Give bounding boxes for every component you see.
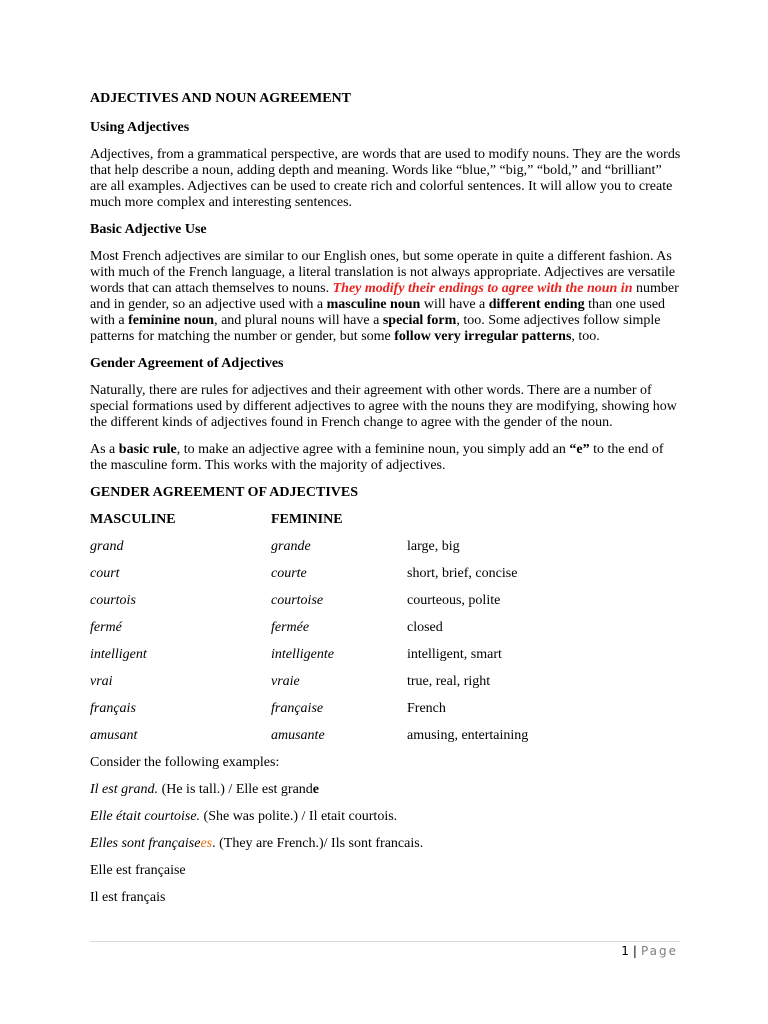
bold-masculine-noun: masculine noun [326,297,421,312]
page-label: Page [640,944,678,958]
page-number: 1 [621,944,629,958]
text-run: As a [90,442,119,457]
meaning-cell: large, big [407,539,460,554]
bold-basic-rule: basic rule [118,442,177,457]
paragraph-using-adjectives: Adjectives, from a grammatical perspective, are words that are used to modify nouns. They are the words that help describe a noun, adding depth and meaning. Words like “blue,” “big,” “bold,” and “brilliant” are all examples. Adjectives can be used to create rich and colorful sentences. It will allow you to create much more complex and interesting sentences. [90,147,681,210]
table-header-row [90,512,682,539]
bold-feminine-noun: feminine noun [128,313,215,328]
heading-gender-agreement: Gender Agreement of Adjectives [90,356,284,371]
text-run: Most French adjectives are similar to our English ones, but some operate in quite a different fashion. As with much of the French language, a literal translation is not always appropriate. Adjectives are versatile words that can attach themselves to nouns. [90,249,676,296]
bold-letter-e: “e” [569,442,590,457]
table-row [90,647,682,674]
feminine-cell: française [271,701,324,716]
example-italic: Il est grand. [90,782,159,797]
masculine-cell: intelligent [90,647,147,662]
bold-different-ending: different ending [488,297,585,312]
example-1 [90,782,682,798]
example-2 [90,809,682,825]
adjective-table [90,512,682,755]
footer-separator: | [632,944,637,958]
text-run: , too. [571,329,600,344]
paragraph-basic-rule [90,442,682,474]
meaning-cell: true, real, right [407,674,491,689]
table-row [90,674,682,701]
table-row [90,566,682,593]
table-heading: GENDER AGREEMENT OF ADJECTIVES [90,485,358,500]
example-3 [90,836,682,852]
table-row [90,593,682,620]
heading-using-adjectives: Using Adjectives [90,120,190,135]
masculine-cell: court [90,566,120,581]
text-run: (She was polite.) / Il etait courtois. [200,809,398,824]
meaning-cell: short, brief, concise [407,566,518,581]
feminine-cell: courte [271,566,307,581]
feminine-cell: vraie [271,674,300,689]
masculine-cell: grand [90,539,124,554]
text-run: . (They are French.)/ Ils sont francais. [212,836,424,851]
meaning-cell: intelligent, smart [407,647,502,662]
masculine-cell: amusant [90,728,138,743]
text-run: , too. Some adjectives follow simple patterns for matching the number or gender, but some [90,313,661,344]
adjective-table-body [90,512,682,755]
meaning-cell: French [407,701,446,716]
bold-irregular-patterns: follow very irregular patterns [394,329,572,344]
footer-divider [90,941,680,942]
example-italic [90,836,212,851]
feminine-cell: fermée [271,620,310,635]
examples-intro: Consider the following examples: [90,755,280,770]
text-run: Elles sont française [90,836,201,851]
table-row [90,701,682,728]
column-header-meaning [407,512,682,539]
feminine-cell: amusante [271,728,325,743]
text-run: , to make an adjective agree with a feminine noun, you simply add an [176,442,570,457]
text-run: number and in gender, so an adjective used with a [90,281,679,312]
example-italic: Elle était courtoise. [90,809,201,824]
bold-suffix-e: e [312,782,320,797]
masculine-cell: fermé [90,620,122,635]
bold-special-form: special form [382,313,457,328]
document-body [90,91,682,917]
table-row [90,728,682,755]
highlighted-red-text: They modify their endings to agree with the noun in [332,281,633,296]
table-row [90,620,682,647]
masculine-cell: courtois [90,593,136,608]
feminine-cell: intelligente [271,647,334,662]
paragraph-basic-adjective-use [90,249,682,345]
column-header-feminine: FEMININE [271,512,343,527]
masculine-cell: français [90,701,136,716]
text-run: to the end of the masculine form. This works with the majority of adjectives. [90,442,664,473]
masculine-cell: vrai [90,674,113,689]
feminine-cell: courtoise [271,593,324,608]
table-row [90,539,682,566]
page-footer [621,944,678,958]
document-title: ADJECTIVES AND NOUN AGREEMENT [90,91,351,106]
example-5: Il est français [90,890,166,905]
text-run: than one used with a [90,297,666,328]
orange-suffix: es [200,836,213,851]
example-4: Elle est française [90,863,186,878]
text-run: will have a [420,297,489,312]
heading-basic-adjective-use: Basic Adjective Use [90,222,207,237]
column-header-masculine: MASCULINE [90,512,176,527]
text-run: (He is tall.) / Elle est grand [158,782,313,797]
meaning-cell: courteous, polite [407,593,501,608]
meaning-cell: amusing, entertaining [407,728,529,743]
feminine-cell: grande [271,539,311,554]
text-run: , and plural nouns will have a [214,313,383,328]
paragraph-gender-rules: Naturally, there are rules for adjectives and their agreement with other words. There are a number of special formations used by different adjectives to agree with the nouns they are modifying, showing how the different kinds of adjectives found in French change to agree with the gender of the noun. [90,383,677,430]
meaning-cell: closed [407,620,443,635]
